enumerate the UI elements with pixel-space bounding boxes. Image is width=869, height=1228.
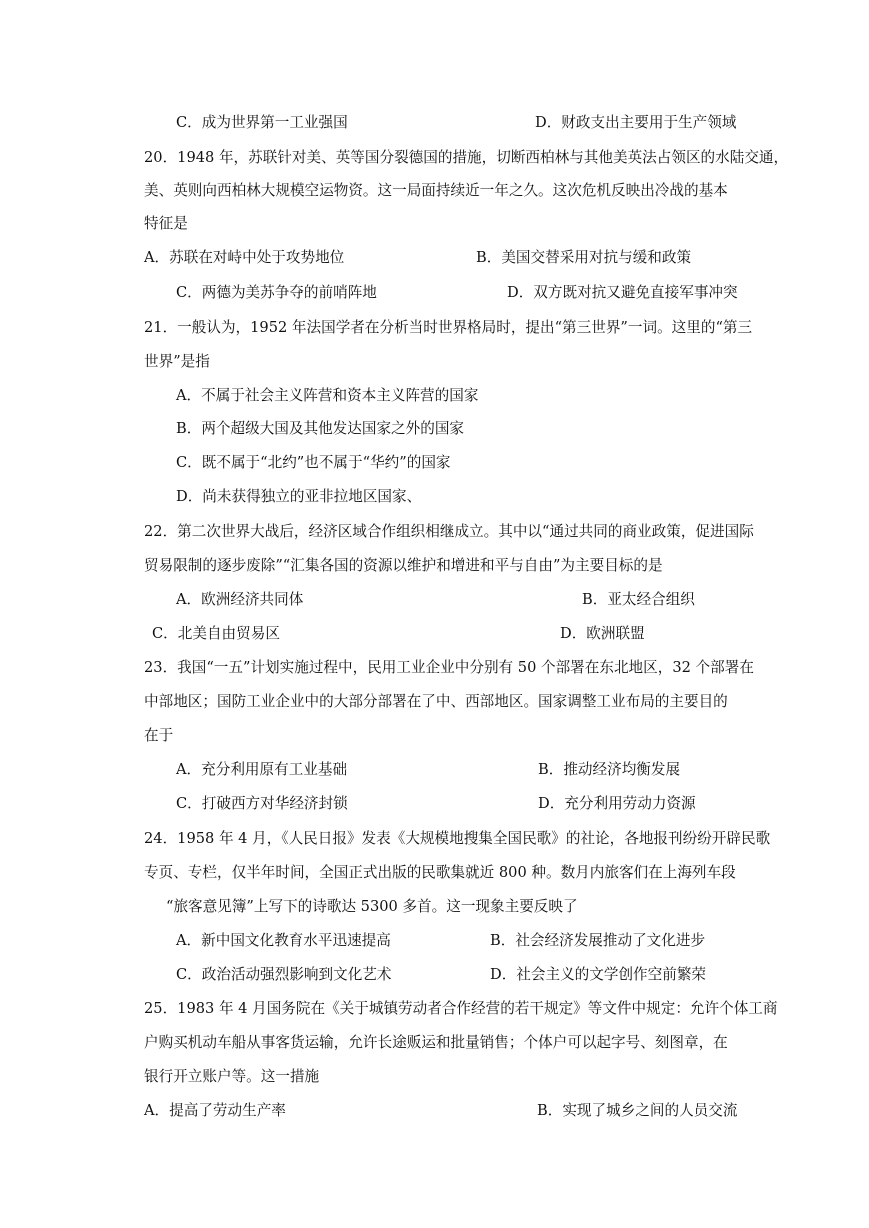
q24-option-b: B．社会经济发展推动了文化进步 bbox=[490, 932, 706, 949]
q20-option-c: C．两德为美苏争夺的前哨阵地 bbox=[176, 284, 377, 301]
q20-stem-line-2: 美、英则向西柏林大规模空运物资。这一局面持续近一年之久。这次危机反映出冷战的基本 bbox=[144, 182, 728, 199]
q20-stem-line-1: 20．1948 年，苏联针对美、英等国分裂德国的措施，切断西柏林与其他美英法占领区的水陆交通， bbox=[144, 149, 789, 166]
q21-option-c: C．既不属于“北约”也不属于“华约”的国家 bbox=[176, 454, 451, 471]
q21-option-d: D．尚未获得独立的亚非拉地区国家、 bbox=[176, 488, 422, 505]
q21-stem-line-1: 21．一般认为，1952 年法国学者在分析当时世界格局时，提出“第三世界”一词。这里的“第三 bbox=[144, 319, 753, 336]
q24-stem-line-1: 24．1958 年 4 月，《人民日报》发表《大规模地搜集全国民歌》的社论，各地报刊纷纷开辟民歌 bbox=[144, 830, 771, 847]
q23-stem-line-1: 23．我国“一五”计划实施过程中，民用工业企业中分别有 50 个部署在东北地区，32 个部署在 bbox=[144, 659, 754, 676]
q20-stem-line-3: 特征是 bbox=[144, 215, 188, 232]
q24-option-a: A．新中国文化教育水平迅速提高 bbox=[176, 932, 391, 949]
q24-stem-line-3: “旅客意见簿”上写下的诗歌达 5300 多首。这一现象主要反映了 bbox=[166, 898, 578, 915]
q24-option-d: D．社会主义的文学创作空前繁荣 bbox=[490, 966, 707, 983]
q22-option-c: C．北美自由贸易区 bbox=[152, 625, 280, 642]
q23-option-b: B．推动经济均衡发展 bbox=[538, 761, 681, 778]
q22-option-b: B．亚太经合组织 bbox=[582, 591, 695, 608]
q20-option-b: B．美国交替采用对抗与缓和政策 bbox=[476, 249, 692, 266]
q22-option-d: D．欧洲联盟 bbox=[560, 625, 645, 642]
q22-stem-line-1: 22．第二次世界大战后，经济区域合作组织相继成立。其中以“通过共同的商业政策，促进国际 bbox=[144, 523, 754, 540]
q24-stem-line-2: 专页、专栏，仅半年时间，全国正式出版的民歌集就近 800 种。数月内旅客们在上海列车段 bbox=[144, 864, 736, 881]
q25-stem-line-3: 银行开立账户等。这一措施 bbox=[144, 1068, 320, 1085]
q23-option-a: A．充分利用原有工业基础 bbox=[176, 761, 348, 778]
q22-option-a: A．欧洲经济共同体 bbox=[176, 591, 304, 608]
q22-stem-line-2: 贸易限制的逐步废除”“汇集各国的资源以维护和增进和平与自由”为主要目标的是 bbox=[144, 557, 663, 574]
q20-option-a: A．苏联在对峙中处于攻势地位 bbox=[144, 249, 345, 266]
q24-option-c: C．政治活动强烈影响到文化艺术 bbox=[176, 966, 392, 983]
q23-stem-line-2: 中部地区；国防工业企业中的大部分部署在了中、西部地区。国家调整工业布局的主要目的 bbox=[144, 693, 728, 710]
q21-option-a: A．不属于社会主义阵营和资本主义阵营的国家 bbox=[176, 387, 479, 404]
q21-stem-line-2: 世界”是指 bbox=[144, 353, 210, 370]
prev-option-c: C．成为世界第一工业强国 bbox=[176, 114, 348, 131]
q23-option-d: D．充分利用劳动力资源 bbox=[538, 795, 696, 812]
q23-stem-line-3: 在于 bbox=[144, 727, 174, 744]
q25-stem-line-2: 户购买机动车船从事客货运输，允许长途贩运和批量销售；个体户可以起字号、刻图章，在 bbox=[144, 1034, 728, 1051]
prev-option-d: D．财政支出主要用于生产领域 bbox=[535, 114, 737, 131]
q25-stem-line-1: 25．1983 年 4 月国务院在《关于城镇劳动者合作经营的若干规定》等文件中规定：允许个体工商 bbox=[144, 1000, 778, 1017]
q21-option-b: B．两个超级大国及其他发达国家之外的国家 bbox=[176, 420, 465, 437]
q20-option-d: D．双方既对抗又避免直接军事冲突 bbox=[507, 284, 738, 301]
q25-option-b: B．实现了城乡之间的人员交流 bbox=[537, 1102, 738, 1119]
q23-option-c: C．打破西方对华经济封锁 bbox=[176, 795, 348, 812]
q25-option-a: A．提高了劳动生产率 bbox=[144, 1102, 286, 1119]
